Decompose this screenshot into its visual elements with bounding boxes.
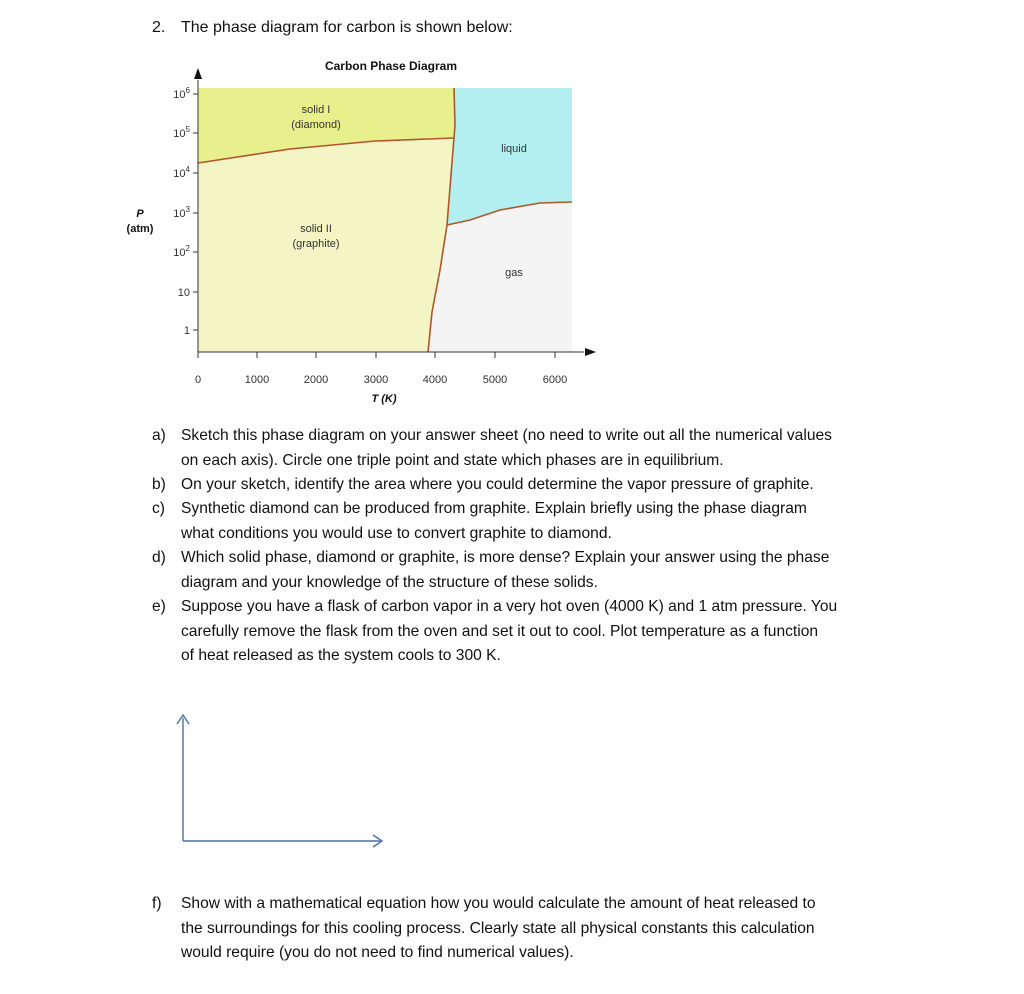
- x-tick-label-2000: 2000: [303, 374, 329, 386]
- question-number: 2.: [152, 19, 166, 36]
- part-a-text: [181, 424, 896, 473]
- label-liquid: liquid: [501, 143, 527, 155]
- y-tick-label-10: 10: [177, 287, 190, 299]
- label-diamond-1: solid I: [301, 104, 331, 116]
- part-f-line-3: would require (you do not need to find numerical values).: [181, 944, 574, 962]
- y-tick-label-10-6: $10^6$: [173, 86, 190, 101]
- part-c-line-1: Synthetic diamond can be produced from graphite. Explain briefly using the phase diagram: [181, 500, 807, 517]
- part-d-text: [181, 546, 896, 595]
- part-e-line-3: of heat released as the system cools to 300 K.: [181, 647, 501, 665]
- label-graphite-1: solid II: [300, 223, 332, 235]
- chart-title: Carbon Phase Diagram: [324, 59, 458, 73]
- part-f-line-2: the surroundings for this cooling process. Clearly state all physical constants this calculation: [181, 919, 815, 937]
- y-tick-label-10-4: $10^4$: [173, 165, 190, 180]
- carbon-phase-diagram: [0, 0, 1024, 420]
- x-axis-label: T (K): [371, 393, 397, 405]
- x-tick-label-4000: 4000: [422, 374, 448, 386]
- part-d-line-1: Which solid phase, diamond or graphite, is more dense? Explain your answer using the phase: [181, 549, 830, 566]
- y-axis-label-unit: (atm): [126, 223, 154, 235]
- part-e-line-2: carefully remove the flask from the oven and set it out to cool. Plot temperature as a function: [181, 622, 819, 640]
- x-tick-label-1000: 1000: [244, 374, 270, 386]
- y-tick-label-10-5: $10^5$: [173, 125, 190, 140]
- sketch-x-arrowhead: [373, 835, 382, 847]
- part-f-label: f): [152, 895, 162, 912]
- part-f-text: [181, 892, 896, 966]
- label-graphite-2: (graphite): [292, 238, 340, 250]
- part-d-line-2: diagram and your knowledge of the structure of these solids.: [181, 573, 598, 591]
- part-a-label: a): [152, 427, 166, 444]
- part-a-line-1: Sketch this phase diagram on your answer sheet (no need to write out all the numerical values: [181, 427, 832, 444]
- y-tick-label-10-2: $10^2$: [173, 244, 190, 259]
- part-c-label: c): [152, 500, 165, 517]
- y-tick-label-1: 1: [183, 325, 190, 337]
- part-b-text: [181, 473, 896, 498]
- part-f-line-1: Show with a mathematical equation how you would calculate the amount of heat released to: [181, 895, 816, 912]
- part-e-label: e): [152, 598, 166, 615]
- y-axis-label-p: P: [136, 208, 144, 220]
- y-axis-arrow: [194, 68, 202, 79]
- part-b-label: b): [152, 476, 166, 493]
- part-e-line-1: Suppose you have a flask of carbon vapor in a very hot oven (4000 K) and 1 atm pressure. You: [181, 598, 838, 615]
- x-axis-arrow: [585, 348, 596, 356]
- label-diamond-2: (diamond): [291, 119, 341, 131]
- part-c-line-2: what conditions you would use to convert graphite to diamond.: [181, 524, 612, 542]
- part-b-line-1: On your sketch, identify the area where you could determine the vapor pressure of graphite.: [181, 476, 814, 493]
- part-a-line-2: on each axis). Circle one triple point and state which phases are in equilibrium.: [181, 451, 724, 469]
- x-tick-label-5000: 5000: [482, 374, 508, 386]
- sketch-y-arrowhead: [177, 715, 189, 724]
- x-tick-label-0: 0: [194, 374, 202, 386]
- part-d-label: d): [152, 549, 166, 566]
- y-tick-label-10-3: $10^3$: [173, 205, 190, 220]
- label-gas: gas: [505, 267, 523, 279]
- x-tick-label-6000: 6000: [542, 374, 568, 386]
- y-tick-marks: [193, 94, 198, 330]
- x-tick-label-3000: 3000: [363, 374, 389, 386]
- part-e-text: [181, 595, 896, 669]
- x-tick-marks: [198, 352, 555, 358]
- part-c-text: [181, 497, 896, 546]
- question-intro: The phase diagram for carbon is shown below:: [181, 19, 513, 36]
